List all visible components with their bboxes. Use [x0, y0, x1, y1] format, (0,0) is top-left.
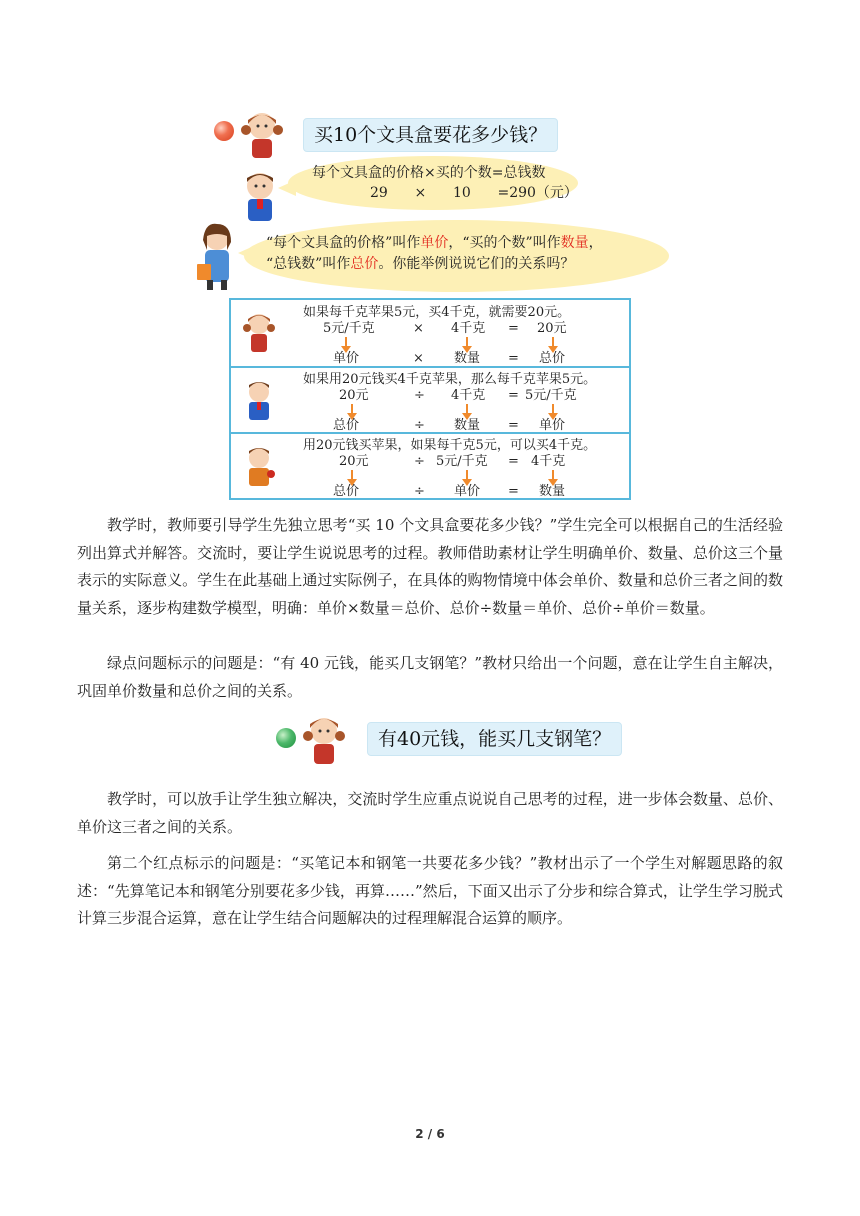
green-dot-icon	[276, 728, 296, 748]
row-sentence: 如果用20元钱买4千克苹果，那么每千克苹果5元。	[303, 372, 597, 387]
table-row	[231, 432, 629, 498]
arrow-icon	[552, 404, 554, 414]
row-term: 单价	[454, 484, 481, 499]
row-value: 20元	[339, 388, 369, 403]
boy-line-2: 29 × 10 =290（元）	[370, 185, 578, 201]
relationship-table	[229, 298, 631, 500]
row-operator: ×	[413, 321, 424, 336]
row-sentence: 用20元钱买苹果，如果每千克5元，可以买4千克。	[303, 438, 597, 453]
table-row	[231, 300, 629, 366]
question-text: 有40元钱，能买几支钢笔？	[378, 728, 612, 750]
boy-line-1: 每个文具盒的价格×买的个数=总钱数	[312, 165, 546, 181]
row-value: 5元/千克	[436, 454, 488, 469]
arrow-icon	[351, 404, 353, 414]
row-term: 总价	[333, 484, 360, 499]
row-operator: ÷	[414, 484, 425, 499]
question-label	[303, 118, 558, 152]
term-unit-price: 单价	[420, 235, 449, 251]
arrow-icon	[552, 337, 554, 347]
row-operator: =	[508, 351, 519, 366]
row-operator: =	[508, 388, 519, 403]
row-term: 数量	[454, 351, 481, 366]
row-sentence: 如果每千克苹果5元，买4千克，就需要20元。	[303, 305, 571, 320]
girl-illustration	[298, 712, 350, 766]
paragraph-2: 绿点问题标示的问题是：“有 40 元钱，能买几支钢笔？”教材只给出一个问题，意在让学生自主解决，巩固单价数量和总价之间的关系。	[77, 654, 783, 700]
boy-speech-bubble	[288, 156, 578, 210]
row-term: 总价	[539, 351, 566, 366]
red-dot-icon	[214, 121, 234, 141]
question-label	[367, 722, 622, 756]
row-value: 4千克	[531, 454, 566, 469]
paragraph-3: 教学时，可以放手让学生独立解决，交流时学生应重点说说自己思考的过程，进一步体会数量、总价、单价这三者之间的关系。	[77, 790, 783, 836]
boy-icon	[239, 444, 279, 490]
girl-illustration	[236, 108, 288, 160]
teacher-text-1a: “每个文具盒的价格”叫作	[266, 235, 421, 251]
term-quantity: 数量	[560, 235, 589, 251]
teacher-text-1c: ，“买的个数”叫作	[448, 235, 561, 251]
row-operator: ×	[413, 351, 424, 366]
row-value: 20元	[537, 321, 567, 336]
row-operator: =	[508, 484, 519, 499]
term-total-price: 总价	[350, 256, 379, 272]
teacher-text-2c: 。你能举例说说它们的关系吗？	[378, 256, 575, 272]
row-value: 5元/千克	[525, 388, 577, 403]
question-text: 买10个文具盒要花多少钱？	[314, 124, 548, 146]
teacher-text-1e: ，	[588, 235, 603, 251]
teacher-line-1	[266, 233, 603, 254]
arrow-icon	[466, 470, 468, 480]
row-term: 单价	[539, 418, 566, 433]
teacher-speech-bubble	[244, 220, 669, 292]
row-operator: =	[508, 321, 519, 336]
arrow-icon	[345, 337, 347, 347]
arrow-icon	[466, 337, 468, 347]
row-term: 数量	[454, 418, 481, 433]
boy-icon	[239, 378, 279, 424]
row-term: 单价	[333, 351, 360, 366]
row-value: 20元	[339, 454, 369, 469]
paragraph-1: 教学时，教师要引导学生先独立思考“买 10 个文具盒要花多少钱？”学生完全可以根据自己的生活经验列出算式并解答。交流时，要让学生说说思考的过程。教师借助素材让学生明确单价、数量、总价这三个量表示的实际意义。学生在此基础上通过实际例子，在具体的购物情境中体会单价、数量和总价三者之间的数量关系，逐步构建数学模型，明确：单价×数量＝总价、总价÷数量＝单价、总价÷单价＝数量。	[77, 516, 783, 617]
paragraph-4: 第二个红点标示的问题是：“买笔记本和钢笔一共要花多少钱？”教材出示了一个学生对解题思路的叙述：“先算笔记本和钢笔分别要花多少钱，再算……”然后，下面又出示了分步和综合算式，让学生学习脱式计算三步混合运算，意在让学生结合问题解决的过程理解混合运算的顺序。	[77, 854, 783, 927]
row-operator: =	[508, 418, 519, 433]
row-operator: =	[508, 454, 519, 469]
row-term: 数量	[539, 484, 566, 499]
arrow-icon	[466, 404, 468, 414]
teacher-line-2	[266, 254, 574, 275]
table-row	[231, 366, 629, 432]
arrow-icon	[351, 470, 353, 480]
page-number: 2 / 6	[415, 1127, 445, 1141]
row-operator: ÷	[414, 388, 425, 403]
row-value: 5元/千克	[323, 321, 375, 336]
row-operator: ÷	[414, 454, 425, 469]
boy-illustration	[236, 170, 286, 226]
row-operator: ÷	[414, 418, 425, 433]
row-value: 4千克	[451, 321, 486, 336]
girl-icon	[239, 310, 279, 356]
row-term: 总价	[333, 418, 360, 433]
teacher-text-2a: “总钱数”叫作	[266, 256, 351, 272]
arrow-icon	[552, 470, 554, 480]
row-value: 4千克	[451, 388, 486, 403]
